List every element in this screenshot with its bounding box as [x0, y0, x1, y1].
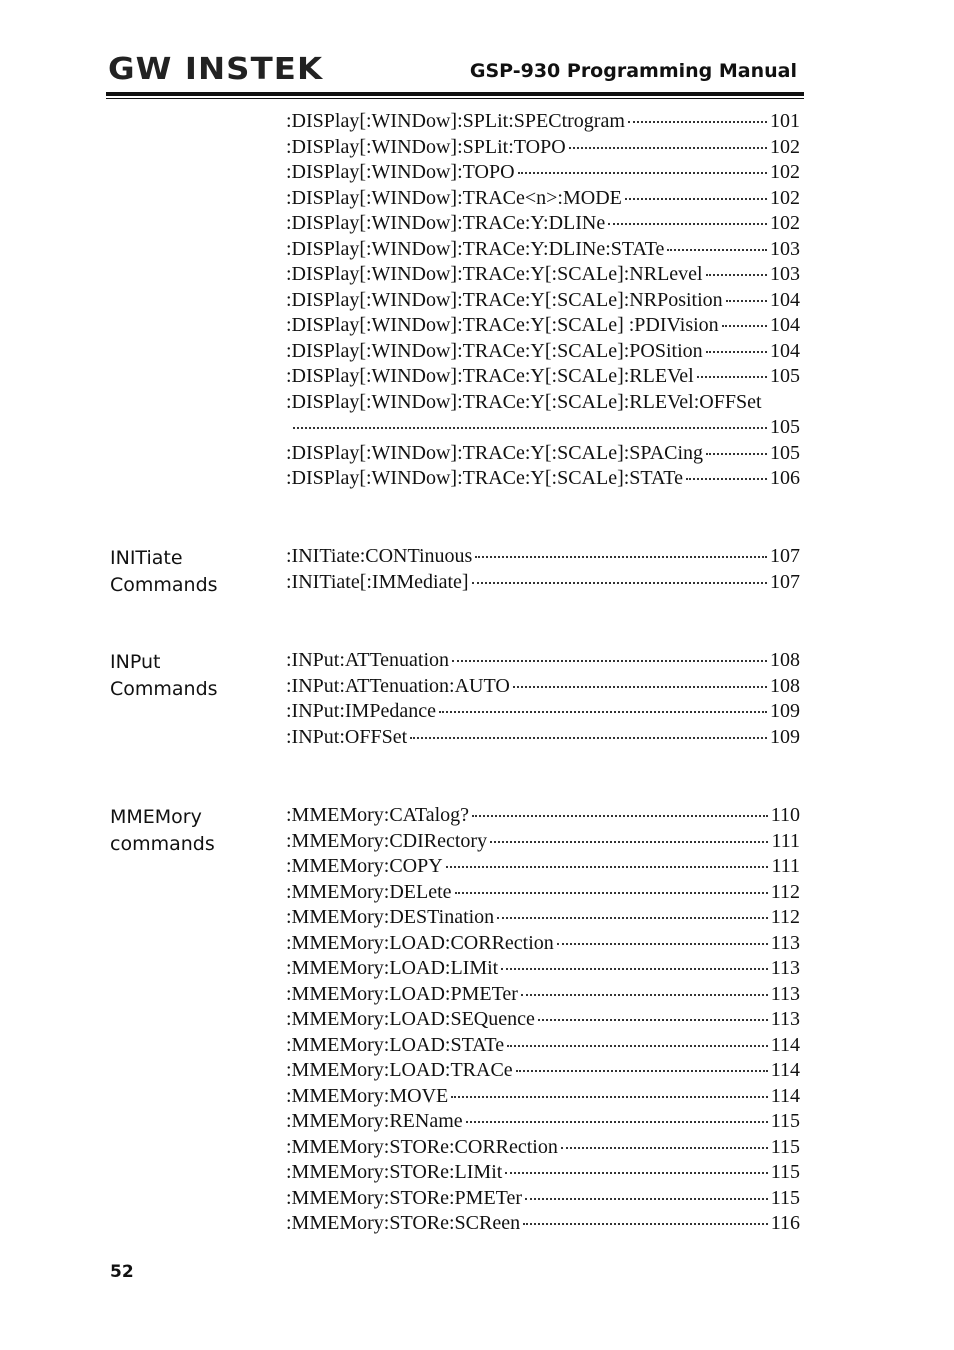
toc-entry[interactable]	[286, 1084, 800, 1110]
toc-entry-command: :MMEMory:LOAD:LIMit	[286, 957, 499, 979]
toc-dot-leader	[628, 120, 767, 123]
toc-entry[interactable]	[286, 648, 800, 674]
toc-entry[interactable]	[286, 1160, 800, 1186]
toc-entry-page: 109	[770, 700, 800, 722]
toc-entry[interactable]	[286, 135, 800, 161]
toc-entry-page: 105	[770, 441, 800, 464]
toc-entry-command: :DISPlay[:WINDow]:SPLit:TOPO	[286, 135, 566, 158]
toc-entry[interactable]	[286, 288, 800, 314]
toc-dot-leader	[521, 993, 768, 996]
toc-entry-command: :MMEMory:DELete	[286, 880, 452, 903]
section-label-line1: INPut	[110, 651, 161, 673]
toc-entry-command: :MMEMory:LOAD:SEQuence	[286, 1008, 535, 1030]
toc-entry-page: 102	[770, 186, 800, 209]
toc-entry-page: 108	[770, 649, 800, 671]
toc-entry-page: 102	[770, 212, 800, 234]
toc-entry-command: :DISPlay[:WINDow]:TRACe:Y[:SCALe]:NRPosition	[286, 288, 723, 311]
toc-entry[interactable]	[286, 160, 800, 186]
initiate-command-list	[286, 544, 800, 595]
toc-entry-command: :DISPlay[:WINDow]:TRACe:Y:DLINe	[286, 212, 606, 234]
toc-dot-leader	[501, 967, 768, 970]
toc-entry-page: 106	[770, 467, 800, 489]
toc-entry-page: 104	[770, 339, 800, 362]
toc-entry-page: 116	[770, 1212, 800, 1234]
input-command-list	[286, 648, 800, 750]
toc-entry-command: :MMEMory:COPY	[286, 855, 443, 877]
toc-dot-leader	[472, 814, 768, 817]
page-number: 52	[110, 1262, 134, 1282]
toc-entry[interactable]	[286, 1135, 800, 1161]
toc-entry-page: 111	[771, 829, 800, 852]
toc-entry[interactable]	[286, 803, 800, 829]
toc-entry-command: :DISPlay[:WINDow]:TOPO	[286, 161, 515, 183]
toc-entry-command: :DISPlay[:WINDow]:TRACe:Y[:SCALe]:RLEVel	[286, 365, 694, 387]
toc-entry-command: :MMEMory:CDIRectory	[286, 829, 488, 852]
toc-entry-command: :DISPlay[:WINDow]:SPLit:SPECtrogram	[286, 110, 625, 132]
brand-logo: GW INSTEK	[108, 52, 324, 87]
toc-entry[interactable]	[286, 339, 800, 365]
toc-dot-leader	[561, 1146, 768, 1149]
toc-entry[interactable]	[286, 905, 800, 931]
toc-entry[interactable]	[286, 1109, 800, 1135]
toc-entry-page: 112	[770, 906, 800, 928]
toc-dot-leader	[538, 1018, 768, 1021]
display-command-list	[286, 109, 800, 492]
section-label-line2: Commands	[110, 678, 218, 700]
toc-entry-command: :MMEMory:MOVE	[286, 1084, 449, 1107]
toc-dot-leader	[451, 1095, 768, 1098]
toc-dot-leader	[516, 1069, 768, 1072]
toc-entry-page: 112	[770, 880, 800, 903]
header-rule-thick	[106, 92, 804, 96]
toc-dot-leader	[686, 477, 767, 480]
toc-dot-leader	[722, 324, 767, 327]
section-label-line2: commands	[110, 833, 215, 855]
toc-dot-leader	[452, 659, 767, 662]
toc-entry-page: 113	[770, 1008, 800, 1030]
toc-entry-command: :DISPlay[:WINDow]:TRACe:Y:DLINe:STATe	[286, 237, 665, 260]
toc-entry-page: 105	[770, 365, 800, 387]
toc-entry-command: :MMEMory:LOAD:TRACe	[286, 1059, 513, 1081]
toc-entry-command: :MMEMory:LOAD:CORRection	[286, 931, 554, 954]
toc-entry-page: 111	[771, 855, 800, 877]
toc-dot-leader	[726, 299, 767, 302]
toc-entry-command: :INPut:ATTenuation	[286, 649, 450, 671]
toc-entry[interactable]	[286, 364, 800, 390]
toc-entry[interactable]	[286, 1058, 800, 1084]
toc-entry-page: 113	[770, 982, 800, 1005]
toc-dot-leader	[697, 375, 767, 378]
toc-entry-command: :INPut:ATTenuation:AUTO	[286, 674, 510, 697]
toc-entry-page: 114	[770, 1084, 800, 1107]
section-label-line2: Commands	[110, 574, 218, 596]
toc-entry-command: :MMEMory:DESTination	[286, 906, 495, 928]
toc-entry[interactable]	[286, 441, 800, 467]
toc-entry[interactable]	[286, 570, 800, 596]
toc-dot-leader	[667, 248, 767, 251]
toc-entry-command: :INPut:OFFSet	[286, 725, 408, 748]
toc-entry[interactable]	[286, 880, 800, 906]
toc-entry[interactable]	[286, 931, 800, 957]
toc-entry-page: 101	[770, 110, 800, 132]
toc-entry-page: 115	[770, 1186, 800, 1209]
section-label-line1: MMEMory	[110, 806, 202, 828]
toc-entry-command: :INPut:IMPedance	[286, 700, 436, 722]
toc-entry[interactable]	[286, 237, 800, 263]
toc-entry[interactable]	[286, 544, 800, 570]
toc-entry[interactable]	[286, 1211, 800, 1237]
toc-entry-command: :MMEMory:STORe:SCReen	[286, 1212, 521, 1234]
toc-dot-leader	[557, 942, 768, 945]
toc-entry-page: 110	[770, 804, 800, 826]
toc-entry-page: 105	[770, 416, 800, 438]
toc-entry-page: 115	[770, 1110, 800, 1132]
toc-entry-command: :MMEMory:REName	[286, 1110, 463, 1132]
toc-dot-leader	[625, 197, 767, 200]
toc-dot-leader	[523, 1222, 768, 1225]
initiate-section-label	[110, 545, 218, 599]
toc-entry[interactable]	[286, 1186, 800, 1212]
toc-entry[interactable]	[286, 956, 800, 982]
toc-entry-command: :DISPlay[:WINDow]:TRACe:Y[:SCALe]:SPACing	[286, 441, 704, 464]
toc-entry-page: 115	[770, 1135, 800, 1158]
toc-entry-page: 108	[770, 674, 800, 697]
toc-entry-page: 102	[770, 161, 800, 183]
toc-entry-command: :DISPlay[:WINDow]:TRACe:Y[:SCALe]:POSition	[286, 339, 703, 362]
toc-entry-command: :DISPlay[:WINDow]:TRACe:Y[:SCALe]:STATe	[286, 467, 683, 489]
toc-entry-page: 103	[770, 263, 800, 285]
toc-entry-page: 109	[770, 725, 800, 748]
mmemory-section-label	[110, 804, 215, 858]
toc-dot-leader	[466, 1120, 768, 1123]
toc-entry[interactable]	[286, 854, 800, 880]
header-rule-thin	[106, 98, 804, 99]
toc-dot-leader	[475, 555, 767, 558]
toc-entry[interactable]	[286, 262, 800, 288]
toc-entry[interactable]	[286, 313, 800, 339]
toc-entry-command: :INITiate:CONTinuous	[286, 545, 473, 567]
toc-dot-leader	[455, 891, 768, 894]
toc-dot-leader	[505, 1171, 767, 1174]
toc-dot-leader	[608, 222, 767, 225]
toc-dot-leader	[446, 865, 769, 868]
toc-entry-command: :MMEMory:LOAD:PMETer	[286, 982, 518, 1005]
toc-entry[interactable]	[286, 186, 800, 212]
toc-entry-page: 104	[770, 288, 800, 311]
toc-entry-command: :MMEMory:STORe:LIMit	[286, 1161, 503, 1183]
toc-dot-leader	[472, 581, 767, 584]
toc-entry[interactable]	[286, 1007, 800, 1033]
toc-entry[interactable]	[286, 982, 800, 1008]
toc-entry-command: :MMEMory:CATalog?	[286, 804, 470, 826]
toc-entry[interactable]	[286, 390, 800, 416]
toc-entry[interactable]	[286, 699, 800, 725]
toc-entry-page: 113	[770, 931, 800, 954]
toc-dot-leader	[706, 350, 767, 353]
toc-entry-command: :MMEMory:LOAD:STATe	[286, 1033, 505, 1056]
toc-entry-page: 114	[770, 1059, 800, 1081]
toc-dot-leader	[518, 171, 767, 174]
toc-dot-leader	[439, 710, 767, 713]
toc-entry-page: 113	[770, 957, 800, 979]
toc-entry-page: 107	[770, 570, 800, 593]
toc-entry[interactable]	[286, 466, 800, 492]
toc-entry-command: :DISPlay[:WINDow]:TRACe<n>:MODE	[286, 186, 622, 209]
toc-dot-leader	[525, 1197, 768, 1200]
toc-entry-command: :MMEMory:STORe:PMETer	[286, 1186, 523, 1209]
toc-dot-leader	[507, 1044, 768, 1047]
toc-entry-page: 103	[770, 237, 800, 260]
toc-dot-leader	[569, 146, 767, 149]
toc-entry[interactable]	[286, 415, 800, 441]
toc-entry-command: :MMEMory:STORe:CORRection	[286, 1135, 558, 1158]
toc-entry-command: :DISPlay[:WINDow]:TRACe:Y[:SCALe] :PDIVision	[286, 314, 719, 336]
mmemory-command-list	[286, 803, 800, 1237]
toc-entry-command: :INITiate[:IMMediate]	[286, 570, 469, 593]
toc-entry[interactable]	[286, 829, 800, 855]
toc-dot-leader	[490, 840, 768, 843]
toc-entry[interactable]	[286, 674, 800, 700]
toc-entry-command: :DISPlay[:WINDow]:TRACe:Y[:SCALe]:NRLevel	[286, 263, 703, 285]
section-label-line1: INITiate	[110, 547, 183, 569]
toc-entry-page: 107	[770, 545, 800, 567]
toc-entry[interactable]	[286, 725, 800, 751]
toc-entry-command: :DISPlay[:WINDow]:TRACe:Y[:SCALe]:RLEVel:OFFSet	[286, 390, 762, 413]
toc-entry[interactable]	[286, 109, 800, 135]
toc-entry-page: 102	[770, 135, 800, 158]
toc-dot-leader	[410, 736, 767, 739]
toc-dot-leader	[497, 916, 768, 919]
toc-entry-page: 104	[770, 314, 800, 336]
manual-title: GSP-930 Programming Manual	[469, 60, 797, 82]
toc-dot-leader	[706, 452, 767, 455]
toc-entry-page: 114	[770, 1033, 800, 1056]
toc-dot-leader	[293, 426, 767, 429]
input-section-label	[110, 649, 218, 703]
toc-dot-leader	[513, 685, 767, 688]
toc-entry[interactable]	[286, 211, 800, 237]
toc-entry-page: 115	[770, 1161, 800, 1183]
toc-dot-leader	[706, 273, 767, 276]
toc-entry[interactable]	[286, 1033, 800, 1059]
